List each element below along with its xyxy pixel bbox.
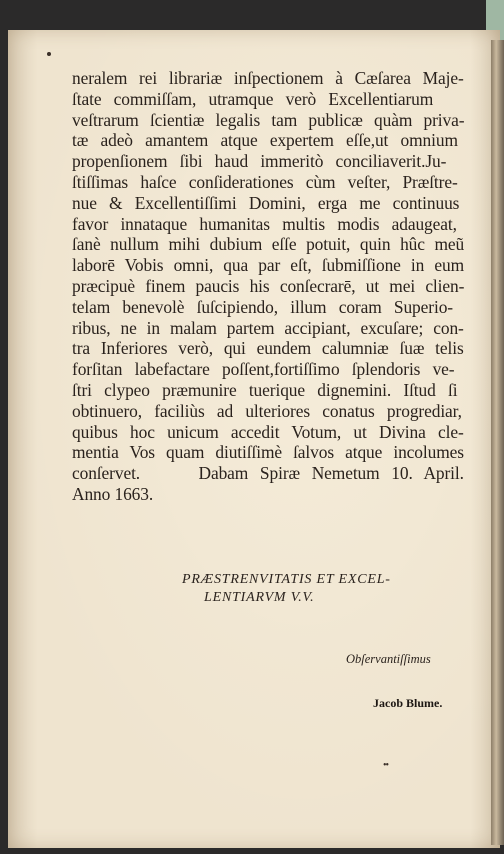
text-line: ſanè nullum mihi dubium eſſe potuit, quin hûc meũ xyxy=(72,234,465,255)
text-line: telam benevolè ſuſcipiendo, illum coram Superio- xyxy=(72,296,453,317)
text-line: mentia Vos quam diutiſſimè ſalvos atque incolumes xyxy=(72,442,464,463)
salutation-line-2: LENTIARVM V.V. xyxy=(204,590,315,605)
text-line: præcipuè finem paucis his conſecrarē, ut mei clien- xyxy=(72,275,465,296)
salutation-block xyxy=(182,571,472,607)
text-line: tæ adeò amantem atque expertem eſſe,ut omnium xyxy=(72,130,458,151)
ink-speck xyxy=(47,52,51,56)
text-line: tra Inferiores verò, qui eundem calumniæ ſuæ telis xyxy=(72,338,464,359)
text-line: ſtiſſimas haſce conſiderationes cùm veſter, Præſtre- xyxy=(72,171,458,192)
text-line: ſtri clypeo præmunire tuerique dignemini. Iſtud ſi xyxy=(72,379,458,400)
closing-formula: Obſervantiſſimus xyxy=(346,652,431,666)
text-line: propenſionem ſibi haud immeritò conciliaverit.Ju- xyxy=(72,151,447,172)
text-line: laborē Vobis omni, qua par eſt, ſubmiſſione in eum xyxy=(72,255,465,276)
printer-mark: •• xyxy=(383,760,389,771)
text-line: obtinuero, faciliùs ad ulteriores conatus progrediar, xyxy=(72,400,462,421)
text-line: neralem rei librariæ inſpectionem à Cæſarea Maje- xyxy=(72,68,464,88)
text-line-date: Anno 1663. xyxy=(72,483,154,504)
author-signature: Jacob Blume. xyxy=(373,696,443,710)
text-line: forſitan labefactare poſſent,fortiſſimo ſplendoris ve- xyxy=(72,359,455,380)
text-line: veſtrarum ſcientiæ legalis tam publicæ quàm priva- xyxy=(72,109,465,130)
dedication-body-text xyxy=(72,68,464,505)
text-line: nue & Excellentiſſimi Domini, erga me continuus xyxy=(72,192,460,213)
text-line: quibus hoc unicum accedit Votum, ut Divina cle- xyxy=(72,421,464,442)
book-fore-edge xyxy=(491,40,504,845)
text-line: conſervet. Dabam Spiræ Nemetum 10. April. xyxy=(72,463,464,484)
salutation-line-1: PRÆSTRENVITATIS ET EXCEL- xyxy=(182,572,391,587)
text-line: ſtate commiſſam, utramque verò Excellentiarum xyxy=(72,88,434,109)
text-line: ribus, ne in malam partem accipiant, excuſare; con- xyxy=(72,317,464,338)
text-line: favor innataque humanitas multis modis adaugeat, xyxy=(72,213,457,234)
